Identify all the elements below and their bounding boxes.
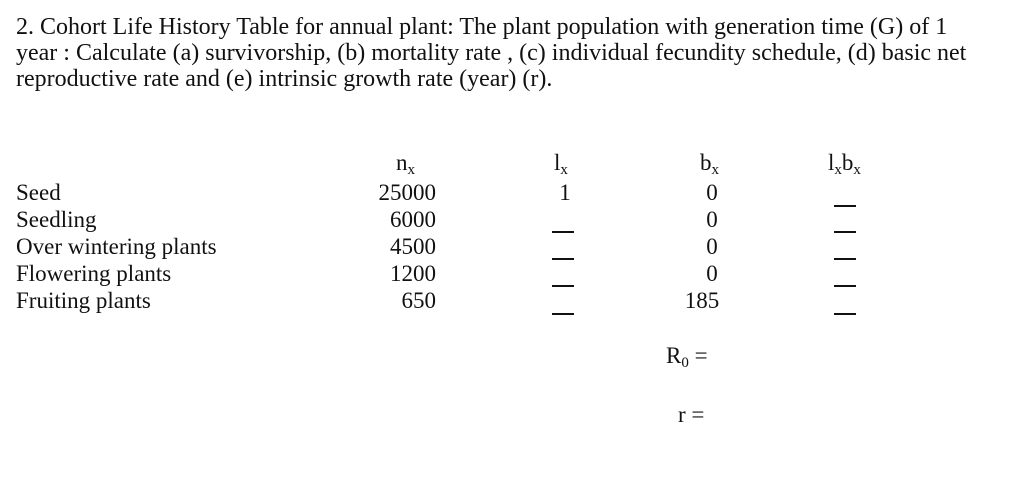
header-lxbx: $l_xb_x$ bbox=[828, 150, 861, 178]
nx-value: 6000 bbox=[390, 207, 436, 232]
bx-value: 0 bbox=[706, 180, 718, 205]
header-bx: $b_x$ bbox=[700, 150, 719, 178]
stage-label: Seedling bbox=[16, 207, 97, 232]
lx-blank bbox=[552, 231, 574, 233]
lx-blank bbox=[552, 313, 574, 315]
stage-label: Flowering plants bbox=[16, 261, 172, 286]
stage-label: Seed bbox=[16, 180, 61, 205]
header-lx: $l_x$ bbox=[554, 150, 568, 178]
bx-value: 185 bbox=[684, 288, 720, 313]
nx-value: 4500 bbox=[390, 234, 436, 259]
nx-value: 25000 bbox=[378, 180, 436, 205]
stage-label: Over wintering plants bbox=[16, 234, 217, 259]
header-nx: $n_x$ bbox=[396, 150, 415, 178]
lxbx-blank bbox=[834, 285, 856, 287]
r0-label: $R_0$ = bbox=[666, 343, 708, 371]
lxbx-blank bbox=[834, 258, 856, 260]
r-label: r = bbox=[678, 402, 705, 427]
bx-value: 0 bbox=[706, 234, 718, 259]
lxbx-blank bbox=[834, 231, 856, 233]
lx-blank bbox=[552, 258, 574, 260]
question-text: 2. Cohort Life History Table for annual plant: The plant population with generation time (G) of 1 year : Calculate (a) survivorship, (b) mortality rate , (c) individual fecundity schedule, (d) basic net reproductive rate and (e) intrinsic growth rate (year) (r). bbox=[16, 14, 967, 92]
bx-value: 0 bbox=[706, 261, 718, 286]
nx-value: 650 bbox=[401, 288, 436, 313]
lxbx-blank bbox=[834, 313, 856, 315]
lxbx-blank bbox=[834, 205, 856, 207]
bx-value: 0 bbox=[706, 207, 718, 232]
stage-label: Fruiting plants bbox=[16, 288, 151, 313]
nx-value: 1200 bbox=[390, 261, 436, 286]
lx-value: 1 bbox=[559, 180, 571, 205]
lx-blank bbox=[552, 285, 574, 287]
